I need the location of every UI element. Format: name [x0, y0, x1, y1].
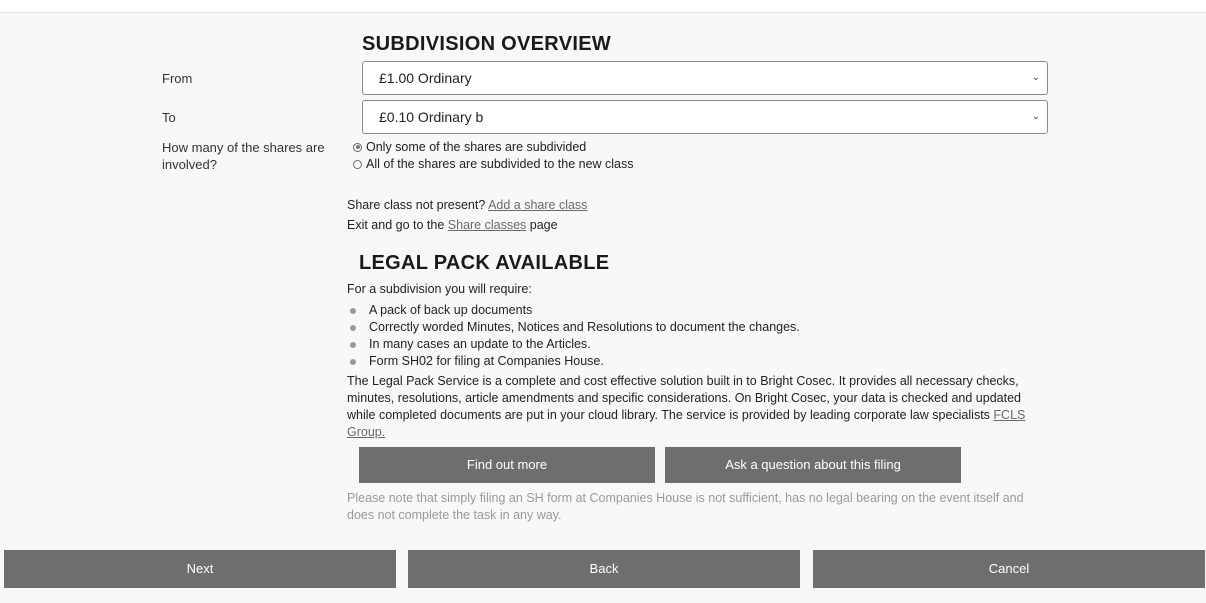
legal-pack-intro: For a subdivision you will require: — [347, 282, 532, 296]
exit-line — [347, 217, 558, 233]
add-share-class-link[interactable]: Add a share class — [488, 198, 588, 212]
chevron-down-icon: ⌄ — [1031, 111, 1040, 122]
back-button[interactable]: Back — [408, 550, 800, 588]
next-button[interactable]: Next — [4, 550, 396, 588]
legal-pack-description-text: The Legal Pack Service is a complete and cost effective solution built in to Bright Cosec. It provides all necessary checks, minutes, resolutions, article amendments and specific considerations. On Bright Cosec, your data is checked and updated while completed documents are put in your cloud library. The service is provided by leading corporate law specialists — [347, 374, 1021, 422]
chevron-down-icon: ⌄ — [1031, 72, 1040, 83]
list-item: Form SH02 for filing at Companies House. — [347, 353, 800, 370]
radio-option-some[interactable] — [353, 139, 586, 155]
share-class-prompt-text: Share class not present? — [347, 198, 486, 212]
subdivision-page — [0, 12, 1206, 603]
ask-question-button[interactable]: Ask a question about this filing — [665, 447, 961, 483]
radio-option-label: All of the shares are subdivided to the new class — [366, 157, 634, 171]
to-label: To — [162, 110, 176, 125]
list-item: In many cases an update to the Articles. — [347, 336, 800, 353]
share-classes-link[interactable]: Share classes — [447, 218, 527, 232]
radio-option-all[interactable] — [353, 156, 634, 172]
from-select-value: £1.00 Ordinary — [379, 70, 472, 86]
radio-unselected-icon[interactable] — [353, 160, 362, 169]
from-select[interactable] — [362, 61, 1048, 95]
exit-suffix-text: page — [529, 218, 558, 232]
exit-prefix-text: Exit and go to the — [347, 218, 445, 232]
list-item: Correctly worded Minutes, Notices and Resolutions to document the changes. — [347, 319, 800, 336]
fcls-group-link[interactable]: FCLS Group. — [347, 408, 1026, 439]
to-select[interactable] — [362, 100, 1048, 134]
share-class-prompt — [347, 197, 587, 213]
radio-option-label: Only some of the shares are subdivided — [366, 140, 587, 154]
to-select-value: £0.10 Ordinary b — [379, 109, 484, 125]
requirements-list — [347, 302, 800, 370]
section-title-overview: SUBDIVISION OVERVIEW — [362, 33, 612, 55]
find-out-more-button[interactable]: Find out more — [359, 447, 655, 483]
legal-pack-description — [347, 373, 1047, 441]
cancel-button[interactable]: Cancel — [813, 550, 1205, 588]
legal-disclaimer-note: Please note that simply filing an SH form at Companies House is not sufficient, has no legal bearing on the event itself and does not complete the task in any way. — [347, 491, 1024, 522]
section-title-legal-pack: LEGAL PACK AVAILABLE — [359, 252, 610, 274]
from-label: From — [162, 71, 193, 86]
radio-selected-icon[interactable] — [353, 143, 362, 152]
shares-question-label: How many of the shares are involved? — [162, 140, 325, 172]
list-item: A pack of back up documents — [347, 302, 800, 319]
